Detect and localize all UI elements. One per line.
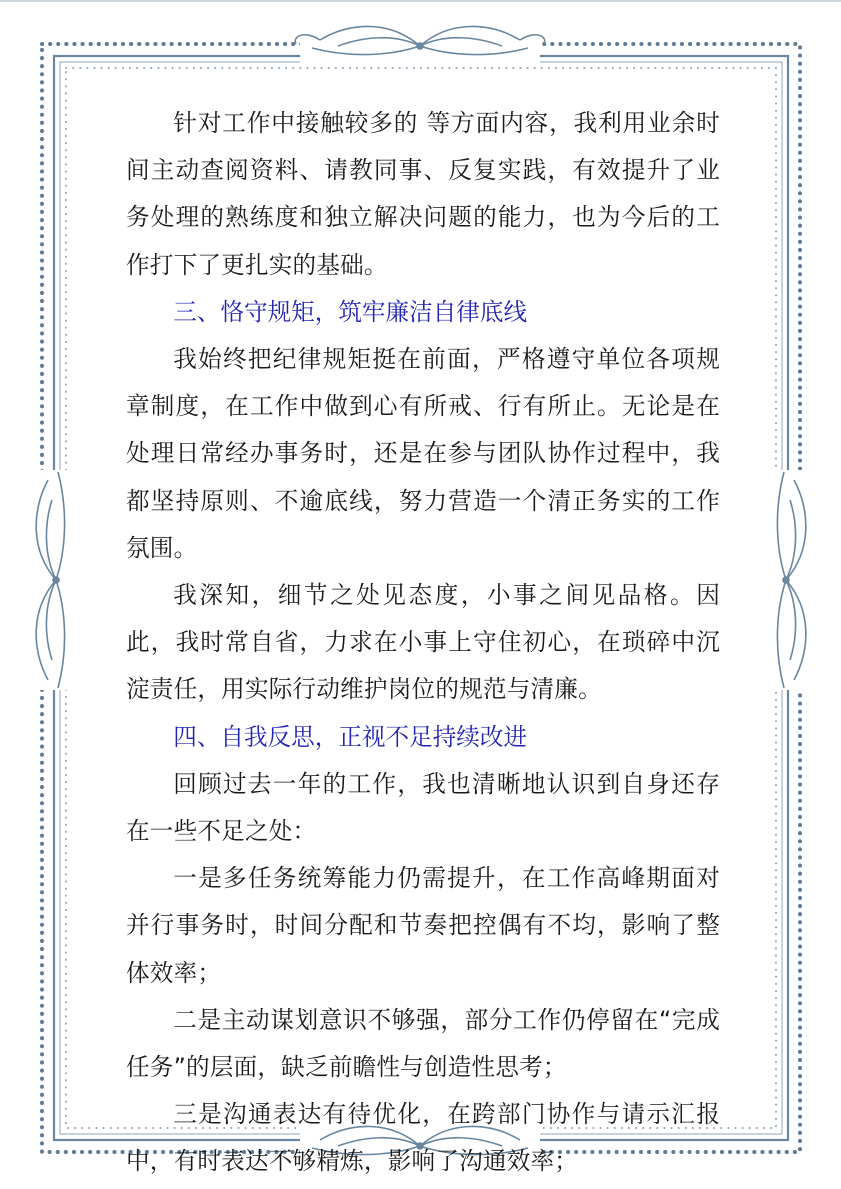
- paragraph-shortcoming-3: 三是沟通表达有待优化，在跨部门协作与请示汇报中，有时表达不够精炼，影响了沟通效率；: [126, 1100, 720, 1176]
- section-heading-discipline: 三、恪守规矩，筑牢廉洁自律底线: [173, 297, 528, 326]
- right-flourish-icon: [762, 470, 812, 690]
- paragraph-shortcoming-2: 二是主动谋划意识不够强，部分工作仍停留在“完成任务”的层面，缺乏前瞻性与创造性思考；: [126, 1005, 720, 1082]
- document-body: [126, 100, 720, 1186]
- section-heading-reflection: 四、自我反思，正视不足持续改进: [173, 722, 528, 751]
- paragraph-details: 我深知，细节之处见态度，小事之间见品格。因此，我时常自省，力求在小事上守住初心，在琐碎中沉淀责任，用实际行动维护岗位的规范与清廉。: [126, 581, 720, 704]
- paragraph-review: 回顾过去一年的工作，我也清晰地认识到自身还存在一些不足之处：: [126, 769, 720, 846]
- top-flourish-icon: [295, 26, 544, 64]
- paragraph-skills: 针对工作中接触较多的 等方面内容，我利用业余时间主动查阅资料、请教同事、反复实践，有效提升了业务处理的熟练度和独立解决问题的能力，也为今后的工作打下了更扎实的基础。: [126, 109, 720, 279]
- paragraph-shortcoming-1: 一是多任务统筹能力仍需提升，在工作高峰期面对并行事务时，时间分配和节奏把控偶有不均，影响了整体效率；: [126, 864, 720, 987]
- paragraph-discipline: 我始终把纪律规矩挺在前面，严格遵守单位各项规章制度，在工作中做到心有所戒、行有所止。无论是在处理日常经办事务时，还是在参与团队协作过程中，我都坚持原则、不逾底线，努力营造一个清正务实的工作氛围。: [126, 345, 720, 562]
- left-flourish-icon: [30, 470, 80, 690]
